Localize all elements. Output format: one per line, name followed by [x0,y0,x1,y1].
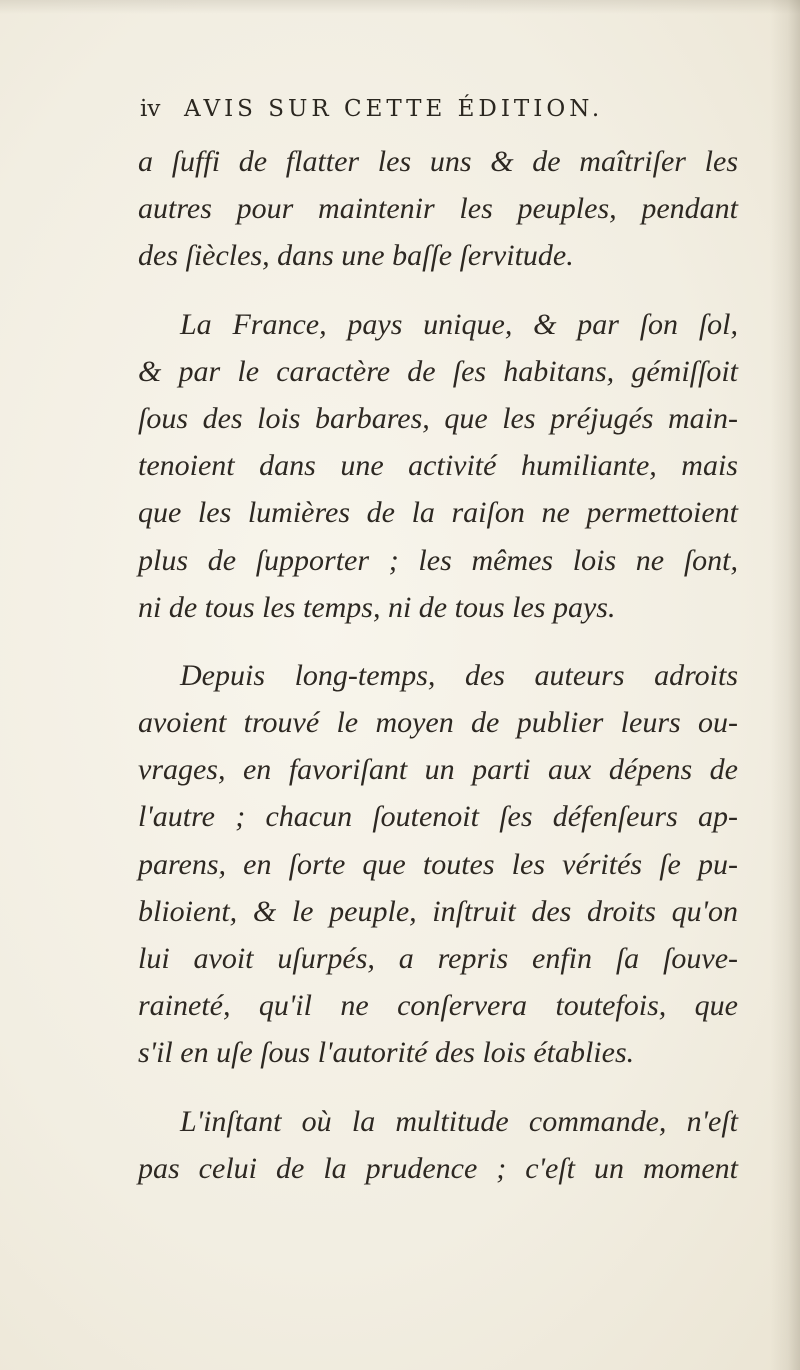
text-line: autres pour maintenir les peuples, pendant [138,192,738,226]
page-top-shadow [0,0,800,14]
paragraph [138,652,738,1077]
page-gutter-shadow [770,0,800,1370]
text-line: a ſuffi de flatter les uns & de maîtriſer les [138,145,738,178]
text-line: ſous des lois barbares, que les préjugés main- [138,401,738,435]
text-line: que les lumières de la raiſon ne permettoient [138,496,738,530]
paragraph [138,301,738,631]
page-number: iv [140,96,161,122]
text-line: La France, pays unique, & par ſon ſol, [180,307,738,341]
text-line: des ſiècles, dans une baſſe ſervitude. [138,239,574,273]
text-line: avoient trouvé le moyen de publier leurs ou- [138,706,738,740]
text-line: L'inſtant où la multitude commande, n'eſt [180,1104,738,1138]
text-line: blioient, & le peuple, inſtruit des droits qu'on [138,894,738,928]
text-line: ni de tous les temps, ni de tous les pays. [138,590,616,624]
text-line: s'il en uſe ſous l'autorité des lois établies. [138,1036,635,1070]
paragraph [138,138,738,280]
text-line: l'autre ; chacun ſoutenoit ſes défenſeurs ap- [138,800,738,834]
text-line: pas celui de la prudence ; c'eſt un moment [138,1151,738,1185]
text-line: lui avoit uſurpés, a repris enfin ſa ſouve- [138,942,738,975]
running-header [140,96,740,132]
text-line: plus de ſupporter ; les mêmes lois ne ſont, [138,543,738,577]
text-line: tenoient dans une activité humiliante, mais [138,449,738,483]
running-title: AVIS SUR CETTE ÉDITION. [184,96,604,122]
text-line: parens, en ſorte que toutes les vérités ſe pu- [138,847,738,881]
text-line: Depuis long-temps, des auteurs adroits [180,658,738,692]
paragraph [138,1098,738,1192]
text-line: vrages, en favoriſant un parti aux dépens de [138,753,738,787]
text-line: & par le caractère de ſes habitans, gémiſſoit [138,354,738,388]
text-line: raineté, qu'il ne conſervera toutefois, que [138,989,738,1023]
body-text [138,138,738,1192]
